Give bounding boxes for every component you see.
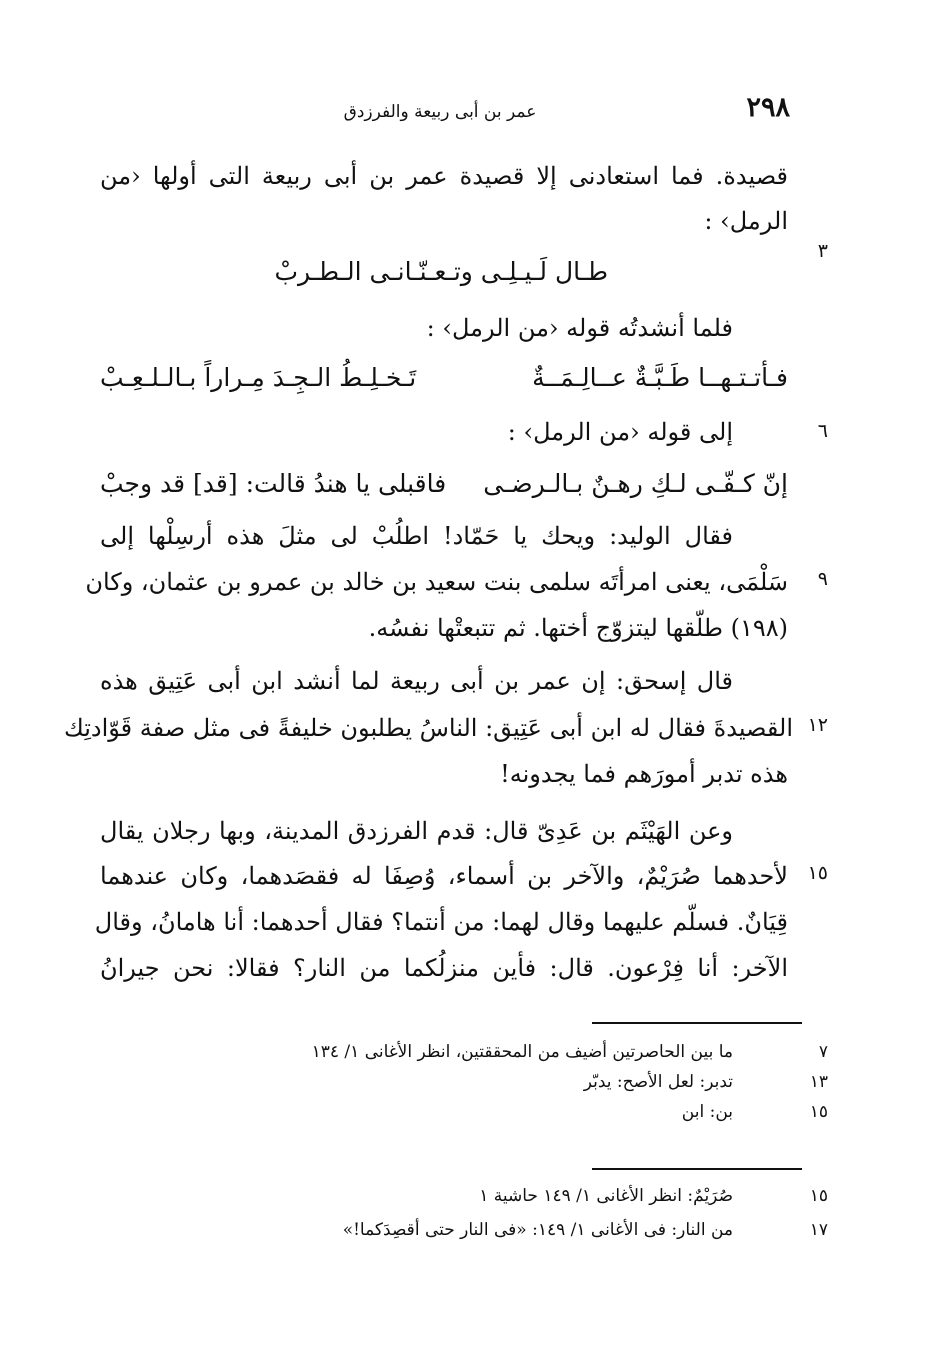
- footnote-number: ٧: [818, 1042, 828, 1062]
- footnote-number: ١٥: [809, 1102, 828, 1122]
- footnote-text: من النار: فى الأغانى ١/ ١٤٩: «فى النار حتى أقصِدَكما!»: [342, 1220, 733, 1240]
- body-line: القصيدةَ فقال له ابن أبى عَتِيق: الناسُ يطلبون خليفةً فى مثل صفة قَوّادتِك: [63, 714, 793, 742]
- verse-hemistich-right: فـأتـتـهــا طَـبَّـةٌ عــالِـمَــةٌ: [532, 363, 788, 392]
- footnote-text: تدبر: لعل الأصح: يدبّر: [583, 1072, 733, 1092]
- footnote-number: ١٧: [809, 1220, 828, 1240]
- body-line: (١٩٨) طلّقها ليتزوّج أختها. ثم تتبعتْها نفسُه.: [368, 614, 788, 642]
- line-number: ٩: [817, 568, 828, 590]
- line-number: ١٢: [807, 714, 828, 736]
- running-title: عمر بن أبى ربيعة والفرزدق: [343, 102, 537, 122]
- footnote-text: ما بين الحاصرتين أضيف من المحققتين، انظر الأغانى ١/ ١٣٤: [311, 1042, 733, 1062]
- footnote-number: ١٥: [809, 1186, 828, 1206]
- footnote-number: ١٣: [809, 1072, 828, 1092]
- footnote-text: صُرَيْمٌ: انظر الأغانى ١/ ١٤٩ حاشية ١: [479, 1186, 733, 1206]
- verse-hemistich-left: فاقبلى يا هندُ قالت: [قد] قد وجبْ: [100, 469, 447, 498]
- line-number: ٦: [817, 420, 828, 442]
- page-number: ٢٩٨: [746, 92, 790, 123]
- body-line: قِيَانٌ. فسلّم عليهما وقال لهما: من أنتما؟ فقال أحدهما: أنا هامانُ، وقال: [94, 908, 788, 936]
- body-line: سَلْمَى، يعنى امرأتَه سلمى بنت سعيد بن خالد بن عمرو بن عثمان، وكان: [85, 568, 788, 596]
- verse-line: طـال لَـيـلِـى وتـعـنّـانـى الـطـربْ: [274, 257, 608, 286]
- verse-hemistich-left: تَـخـلِـطُ الـجِـدَ مِـراراً بـالـلـعِـبْ: [100, 363, 417, 392]
- body-line: قصيدة. فما استعادنى إلا قصيدة عمر بن أبى ربيعة التى أولها ‹من: [100, 162, 788, 190]
- body-line: قال إسحق: إن عمر بن أبى ربيعة لما أنشد ابن أبى عَتِيق هذه: [100, 667, 733, 695]
- body-line: هذه تدبر أمورَهم فما يجدونه!: [500, 760, 788, 788]
- body-line: فقال الوليد: ويحك يا حَمّاد! اطلُبْ لى مثلَ هذه أرسِلْها إلى: [100, 522, 733, 550]
- body-line: إلى قوله ‹من الرمل› :: [507, 418, 733, 446]
- body-line: الآخر: أنا فِرْعون. قال: فأين منزلُكما من النار؟ فقالا: نحن جيرانُ: [100, 954, 788, 982]
- footnote-text: بن: ابن: [681, 1102, 733, 1122]
- footnote-separator: [592, 1022, 802, 1024]
- footnote-separator: [592, 1168, 802, 1170]
- line-number: ٣: [817, 240, 828, 262]
- body-line: وعن الهَيْثَم بن عَدِىّ قال: قدم الفرزدق المدينة، وبها رجلان يقال: [100, 817, 733, 845]
- body-line: فلما أنشدتُه قوله ‹من الرمل› :: [426, 314, 733, 342]
- body-line: لأحدهما صُرَيْمٌ، والآخر بن أسماء، وُصِفَا له فقصَدهما، وكان عندهما: [100, 862, 788, 890]
- verse-hemistich-right: إنّ كـفّـى لـكِ رهـنٌ بـالـرضـى: [483, 469, 788, 498]
- body-line: الرمل› :: [704, 207, 788, 235]
- line-number: ١٥: [807, 862, 828, 884]
